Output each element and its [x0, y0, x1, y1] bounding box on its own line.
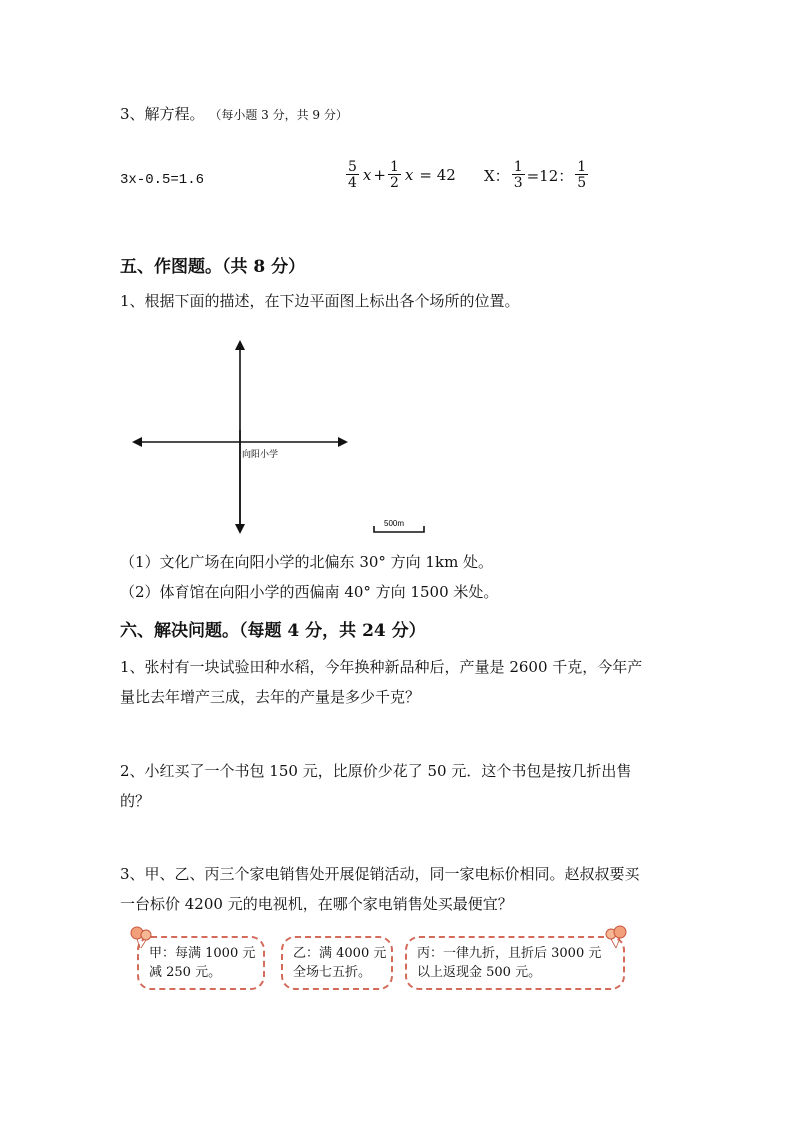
promo-jia-line-1: 甲：每满 1000 元 [149, 946, 256, 961]
question-3-line-1: 3、甲、乙、丙三个家电销售处开展促销活动，同一家电标价相同。赵叔叔要买 [120, 865, 640, 883]
section6-heading: 六、解决问题。（每题 4 分，共 24 分） [120, 621, 426, 641]
section5-heading: 五、作图题。（共 8 分） [120, 257, 306, 277]
promo-jia-line-2: 减 250 元。 [149, 965, 222, 980]
origin-label: 向阳小学 [242, 449, 279, 459]
fraction-5-4: $\frac{5}{4}$ [348, 159, 357, 191]
balloon-icon-left [128, 924, 156, 952]
section5-question-1: 1、根据下面的描述，在下边平面图上标出各个场所的位置。 [120, 292, 520, 310]
map-item-1: （1）文化广场在向阳小学的北偏东 30° 方向 1km 处。 [120, 553, 494, 571]
equation-3: X： $\frac{1}{3}$ =12： $\frac{1}{5}$ [484, 159, 587, 191]
promo-yi-line-2: 全场七五折。 [293, 965, 372, 980]
promo-yi-line-1: 乙：满 4000 元 [293, 946, 387, 961]
section3-note: （每小题 3 分，共 9 分） [209, 108, 348, 122]
question-1-line-1: 1、张村有一块试验田种水稻，今年换种新品种后，产量是 2600 千克，今年产 [120, 658, 643, 676]
fraction-1-3: $\frac{1}{3}$ [513, 159, 523, 191]
scale-label: 500m [384, 519, 405, 528]
equation-1: 3x-0.5=1.6 [120, 172, 205, 188]
promo-bing-line-2: 以上返现金 500 元。 [417, 965, 542, 980]
question-3-line-2: 一台标价 4200 元的电视机，在哪个家电销售处买最便宜？ [120, 895, 513, 913]
fraction-1-5: $\frac{1}{5}$ [577, 159, 587, 191]
balloon-icon-right [601, 924, 629, 952]
question-2-line-2: 的？ [120, 792, 151, 810]
question-2-line-1: 2、小红买了一个书包 150 元，比原价少花了 50 元．这个书包是按几折出售 [120, 762, 632, 780]
promo-bing-line-1: 丙：一律九折，且折后 3000 元 [417, 946, 602, 961]
promo-box-yi [281, 936, 393, 990]
question-1-line-2: 量比去年增产三成，去年的产量是多少千克？ [120, 688, 421, 706]
promo-box-bing [405, 936, 625, 990]
fraction-1-2: $\frac{1}{2}$ [389, 159, 399, 191]
map-item-2: （2）体育馆在向阳小学的西偏南 40° 方向 1500 米处。 [120, 583, 499, 601]
equation-2: $\frac{5}{4}$ x + $\frac{1}{2}$ x = 42 [348, 159, 456, 191]
promo-box-jia [137, 936, 265, 990]
section3-title-row [120, 103, 348, 124]
coordinate-map [120, 330, 440, 540]
section3-title: 3、解方程。 [120, 105, 205, 123]
